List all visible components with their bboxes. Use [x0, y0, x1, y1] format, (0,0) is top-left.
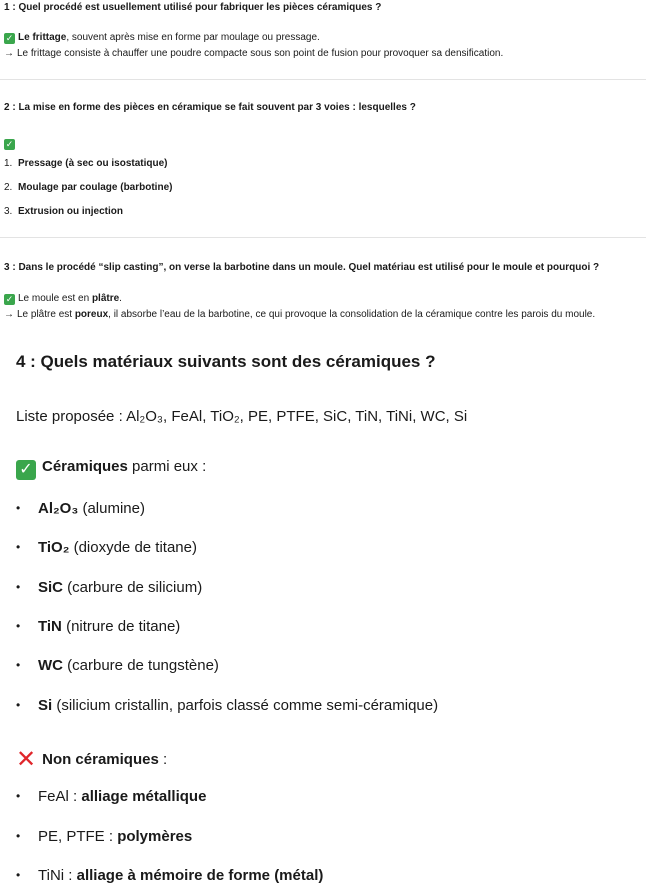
check-mark-icon: ✓	[16, 460, 36, 480]
list-item: • TiNi : alliage à mémoire de forme (métal)	[16, 867, 324, 884]
item-text: (alumine)	[78, 500, 145, 517]
item-text: TiNi :	[38, 867, 77, 884]
list-item: • TiO₂ (dioxyde de titane)	[16, 539, 197, 556]
heading-bold: Céramiques	[42, 458, 128, 475]
explanation-text: Le frittage consiste à chauffer une poudre compacte sous son point de fusion pour provoquer sa densification.	[17, 48, 504, 59]
check-mark-icon: ✓	[5, 33, 14, 43]
list-item: • Si (silicium cristallin, parfois classé comme semi-céramique)	[16, 697, 439, 714]
item-bold: SiC	[38, 579, 64, 596]
answer-bold: plâtre	[91, 293, 120, 304]
answer-text: , souvent après mise en forme par moulage ou pressage.	[66, 32, 320, 43]
cross-mark-icon: ✕	[16, 746, 37, 773]
check-mark-icon: ✓	[5, 294, 14, 304]
item-text: (nitrure de titane)	[61, 618, 181, 635]
question-3-answer	[4, 292, 122, 306]
item-bold: TiO₂	[38, 539, 70, 556]
item-bold: polymères	[117, 828, 193, 845]
list-item: • PE, PTFE : polymères	[16, 828, 193, 845]
explanation-bold: poreux	[74, 309, 109, 320]
heading-bold: Non céramiques	[42, 751, 159, 768]
list-number: 3.	[4, 206, 13, 217]
ceramics-heading	[16, 458, 206, 480]
list-item	[4, 205, 123, 219]
question-4-title: 4 : Quels matériaux suivants sont des céramiques ?	[16, 352, 436, 371]
question-1-explanation	[4, 47, 503, 61]
item-text: (dioxyde de titane)	[69, 539, 197, 556]
question-4-list: Liste proposée : Al₂O₃, FeAl, TiO₂, PE, PTFE, SiC, TiN, TiNi, WC, Si	[16, 408, 468, 425]
question-3-title: 3 : Dans le procédé “slip casting”, on verse la barbotine dans un moule. Quel matériau est utilisé pour le moule et pourquoi ?	[4, 262, 600, 273]
item-bold: Si	[38, 697, 53, 714]
item-text: (carbure de silicium)	[63, 579, 203, 596]
list-text: Moulage par coulage (barbotine)	[18, 182, 173, 193]
item-text: PE, PTFE :	[38, 828, 118, 845]
right-arrow-icon: →	[4, 48, 14, 59]
non-ceramics-heading	[16, 745, 167, 774]
question-1-answer	[4, 31, 320, 45]
explanation-text: Le plâtre est	[17, 309, 75, 320]
right-arrow-icon: →	[4, 309, 14, 320]
item-bold: alliage métallique	[81, 788, 207, 805]
answer-text: .	[119, 293, 122, 304]
item-bold: Al₂O₃	[38, 500, 79, 517]
item-text: FeAl :	[38, 788, 82, 805]
separator	[0, 79, 646, 80]
check-mark-icon: ✓	[5, 139, 14, 149]
list-item: • WC (carbure de tungstène)	[16, 657, 219, 674]
heading-text: :	[158, 751, 168, 768]
separator	[0, 237, 646, 238]
heading-text: parmi eux :	[127, 458, 207, 475]
item-bold: WC	[38, 657, 63, 674]
list-number: 1.	[4, 158, 13, 169]
answer-bold: Le frittage	[18, 32, 67, 43]
list-text: Extrusion ou injection	[18, 206, 124, 217]
list-item: • Al₂O₃ (alumine)	[16, 500, 145, 517]
question-1-title: 1 : Quel procédé est usuellement utilisé pour fabriquer les pièces céramiques ?	[4, 2, 382, 13]
question-2-check	[4, 133, 18, 151]
list-item	[4, 181, 172, 195]
list-item: • TiN (nitrure de titane)	[16, 618, 181, 635]
item-text: (silicium cristallin, parfois classé comme semi-céramique)	[52, 697, 439, 714]
item-bold: TiN	[38, 618, 62, 635]
question-2-title: 2 : La mise en forme des pièces en céramique se fait souvent par 3 voies : lesquelles ?	[4, 102, 416, 113]
list-item: • SiC (carbure de silicium)	[16, 579, 203, 596]
item-text: (carbure de tungstène)	[63, 657, 219, 674]
question-3-explanation	[4, 308, 595, 322]
list-item: • FeAl : alliage métallique	[16, 788, 207, 805]
list-item	[4, 157, 168, 171]
list-text: Pressage (à sec ou isostatique)	[18, 158, 168, 169]
list-number: 2.	[4, 182, 13, 193]
answer-text: Le moule est en	[18, 293, 92, 304]
explanation-text: , il absorbe l’eau de la barbotine, ce qui provoque la consolidation de la céramique contre les parois du moule.	[108, 309, 596, 320]
item-bold: alliage à mémoire de forme (métal)	[76, 867, 324, 884]
